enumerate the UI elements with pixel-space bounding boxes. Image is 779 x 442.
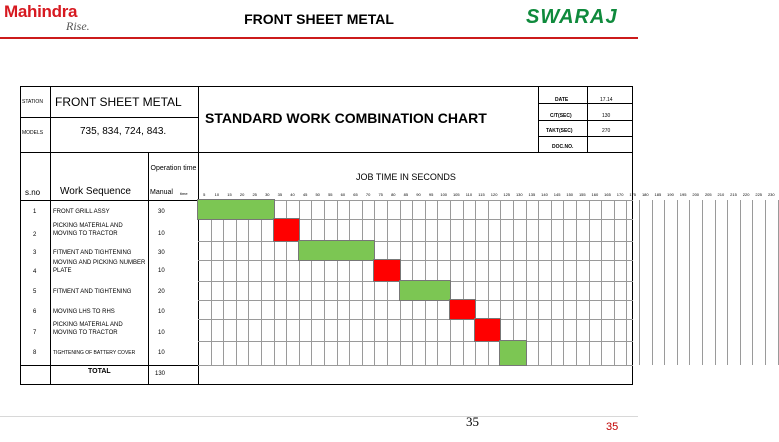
mahindra-brand-text: Mahindra	[4, 2, 78, 21]
time-tick-label: 200	[692, 192, 700, 197]
time-tick-label: 10	[214, 192, 220, 197]
row-sno: 1	[33, 209, 37, 215]
time-grid-line	[664, 200, 665, 365]
row-grid-line	[198, 241, 633, 242]
manual-work-bar	[400, 281, 450, 300]
row-sno: 5	[33, 289, 37, 295]
page-number-right: 35	[606, 421, 619, 433]
time-tick-label: 220	[742, 192, 750, 197]
row-grid-line	[198, 219, 633, 220]
mahindra-tagline: Rise.	[66, 19, 90, 33]
walk-time-bar	[475, 319, 500, 341]
row-time: 20	[158, 289, 165, 295]
grid-line	[538, 120, 633, 121]
time-tick-label: 25	[252, 192, 257, 197]
time-tick-label: 40	[290, 192, 295, 197]
date-value: 17.14	[600, 97, 613, 103]
time-tick-label: 210	[717, 192, 725, 197]
grid-line	[587, 86, 588, 152]
grid-line	[538, 136, 633, 137]
swaraj-logo: SWARAJ	[526, 6, 618, 28]
time-tick-label: 195	[679, 192, 687, 197]
row-grid-line	[198, 365, 633, 366]
time-grid-line	[727, 200, 728, 365]
time-tick-label: 120	[490, 192, 498, 197]
row-time: 10	[158, 309, 165, 315]
time-tick-label: 165	[604, 192, 611, 197]
row-grid-line	[198, 319, 633, 320]
manual-work-bar	[198, 200, 274, 219]
ct-value: 130	[602, 113, 611, 119]
time-tick-label: 75	[378, 192, 383, 197]
time-tick-label: 105	[452, 192, 460, 197]
grid-line	[50, 152, 51, 384]
row-work: FITMENT AND TIGHTENING	[53, 250, 132, 256]
time-grid-line	[677, 200, 678, 365]
time-tick-label: 115	[478, 192, 485, 197]
time-tick-label: 130	[515, 192, 523, 197]
row-time: 30	[158, 250, 165, 256]
time-grid-line	[689, 200, 690, 365]
time-tick-label: 180	[641, 192, 649, 197]
time-tick-label: 20	[239, 192, 245, 197]
time-tick-label: 55	[328, 192, 333, 197]
row-grid-line	[198, 300, 633, 301]
row-work-line1: MOVING AND PICKING NUMBER	[53, 260, 146, 266]
chart-title: STANDARD WORK COMBINATION CHART	[205, 110, 487, 126]
walk-time-bar	[374, 260, 399, 281]
time-tick-label: 45	[302, 192, 308, 197]
row-sno: 7	[33, 330, 37, 336]
col-work-sequence: Work Sequence	[60, 186, 131, 197]
time-tick-label: 50	[315, 192, 320, 197]
grid-line	[20, 384, 633, 385]
row-sno: 4	[33, 269, 37, 275]
time-tick-label: 110	[465, 192, 473, 197]
time-grid-line	[702, 200, 703, 365]
time-tick-label: 135	[528, 192, 536, 197]
row-work-line2: MOVING TO TRACTOR	[53, 231, 118, 237]
time-tick-label: 215	[730, 192, 737, 197]
total-label: TOTAL	[88, 368, 111, 375]
time-tick-label: 190	[667, 192, 674, 197]
row-time: 10	[158, 231, 165, 237]
row-work: FRONT GRILL ASSY	[53, 209, 110, 215]
col-time-small: time	[180, 191, 188, 196]
time-tick-label: 65	[353, 192, 358, 197]
time-grid-line	[715, 200, 716, 365]
col-operation-time: Operation time	[150, 165, 197, 172]
time-grid-line	[639, 200, 640, 365]
row-time: 10	[158, 330, 165, 336]
models-label: MODELS	[22, 130, 44, 136]
time-tick-label: 145	[553, 192, 561, 197]
time-tick-label: 140	[541, 192, 548, 197]
row-sno: 8	[33, 350, 37, 356]
row-sno: 2	[33, 232, 37, 238]
grid-line	[20, 86, 633, 87]
takt-value: 270	[602, 128, 611, 134]
time-tick-label: 70	[365, 192, 371, 197]
manual-work-bar	[500, 341, 525, 365]
date-label: DATE	[555, 97, 569, 103]
row-time: 30	[158, 209, 165, 215]
grid-line	[50, 86, 51, 152]
grid-line	[198, 152, 199, 384]
time-tick-label: 205	[704, 192, 712, 197]
time-tick-label: 170	[616, 192, 624, 197]
time-tick-label: 155	[578, 192, 586, 197]
time-grid-line	[652, 200, 653, 365]
takt-label: TAKT(SEC)	[546, 128, 573, 134]
time-tick-label: 30	[265, 192, 270, 197]
time-grid-line	[778, 200, 779, 365]
time-tick-label: 175	[629, 192, 637, 197]
row-sno: 3	[33, 250, 37, 256]
row-work: FITMENT AND TIGHTENING	[53, 289, 132, 295]
grid-line	[538, 103, 633, 104]
time-tick-label: 35	[277, 192, 283, 197]
row-work-line1: PICKING MATERIAL AND	[53, 322, 123, 328]
manual-work-bar	[299, 241, 375, 260]
time-tick-label: 150	[566, 192, 574, 197]
page-title: FRONT SHEET METAL	[244, 11, 394, 27]
time-tick-label: 160	[591, 192, 599, 197]
time-tick-label: 225	[755, 192, 763, 197]
total-value: 130	[155, 371, 166, 377]
col-manual: Manual	[150, 189, 173, 196]
time-grid-line	[740, 200, 741, 365]
row-work-line2: PLATE	[53, 268, 72, 274]
row-grid-line	[198, 260, 633, 261]
models-value: 735, 834, 724, 843.	[80, 126, 167, 137]
station-label: STATION	[22, 99, 43, 105]
time-tick-label: 5	[203, 192, 206, 197]
row-sno: 6	[33, 309, 37, 315]
time-tick-label: 125	[503, 192, 511, 197]
row-work: TIGHTENING OF BATTERY COVER	[53, 350, 136, 356]
grid-line	[148, 152, 149, 384]
row-time: 10	[158, 350, 165, 356]
row-work: MOVING LHS TO RHS	[53, 309, 115, 315]
row-work-line1: PICKING MATERIAL AND	[53, 223, 123, 229]
col-sno: s.no	[25, 188, 41, 197]
grid-line	[20, 117, 198, 118]
station-value: FRONT SHEET METAL	[55, 95, 182, 109]
time-grid-line	[765, 200, 766, 365]
time-grid-line	[752, 200, 753, 365]
time-tick-label: 80	[391, 192, 396, 197]
time-tick-label: 230	[767, 192, 775, 197]
time-tick-label: 95	[428, 192, 434, 197]
time-tick-label: 90	[416, 192, 421, 197]
walk-time-bar	[450, 300, 475, 319]
col-job-time: JOB TIME IN SECONDS	[356, 172, 456, 182]
ct-label: C/T(SEC)	[550, 113, 572, 119]
row-time: 10	[158, 268, 165, 274]
grid-line	[538, 86, 539, 152]
docno-label: DOC.NO.	[552, 144, 574, 150]
time-tick-label: 60	[340, 192, 346, 197]
time-tick-label: 185	[654, 192, 662, 197]
time-tick-label: 85	[403, 192, 409, 197]
row-grid-line	[198, 341, 633, 342]
grid-line	[20, 86, 21, 385]
walk-time-bar	[274, 219, 299, 241]
time-tick-label: 100	[440, 192, 448, 197]
page-number-center: 35	[466, 414, 479, 429]
grid-line	[198, 86, 199, 152]
row-work-line2: MOVING TO TRACTOR	[53, 330, 118, 336]
time-tick-label: 15	[227, 192, 232, 197]
grid-line	[20, 152, 633, 153]
footer-divider	[0, 416, 638, 417]
